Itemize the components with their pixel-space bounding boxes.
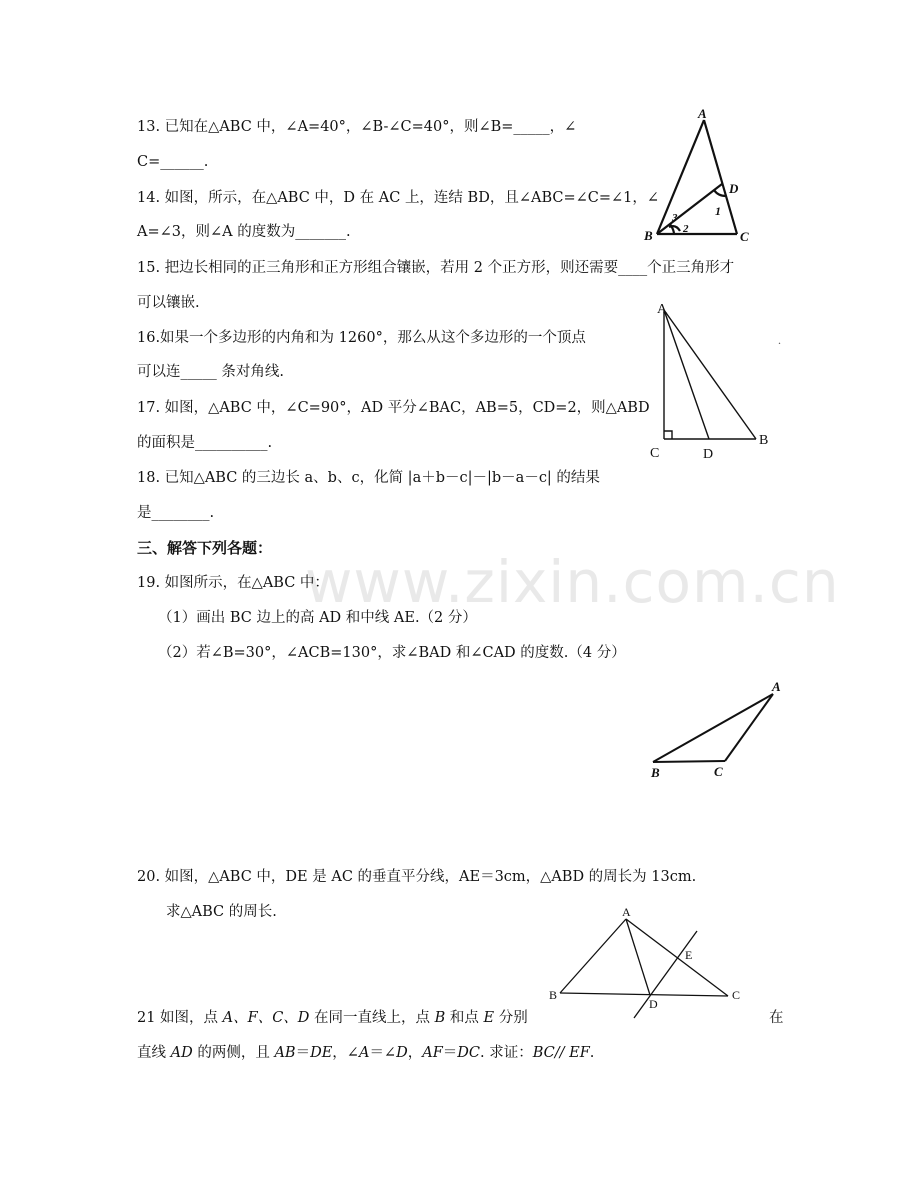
label-a: A <box>622 905 631 919</box>
label-a: A <box>772 679 781 694</box>
label-b: B <box>549 988 558 1002</box>
label-b: B <box>759 433 769 448</box>
q14-line1: 14. 如图，所示，在△ABC 中，D 在 AC 上，连结 BD，且∠ABC=∠C=∠1，∠ <box>137 190 660 206</box>
label-c: C <box>732 988 741 1002</box>
q20-line1: 20. 如图，△ABC 中，DE 是 AC 的垂直平分线，AE＝3cm，△ABD 的周长为 13cm. <box>137 869 697 885</box>
label-b: B <box>651 765 660 780</box>
q17-line1: 17. 如图，△ABC 中，∠C=90°，AD 平分∠BAC，AB=5，CD=2，则△ABD <box>137 400 650 416</box>
q18-line1: 18. 已知△ABC 的三边长 a、b、c，化简 |a＋b－c|－|b－a－c| 的结果 <box>137 470 600 486</box>
q19-part1: （1）画出 BC 边上的高 AD 和中线 AE.（2 分） <box>158 610 477 626</box>
svg-text:.: . <box>778 333 781 347</box>
watermark: www.zixin.com.cn <box>305 548 840 616</box>
q18-line2: 是________. <box>137 505 215 521</box>
figure-right-triangle <box>640 296 790 466</box>
q21-line2: 直线 AD 的两侧，且 AB＝DE，∠A＝∠D，AF＝DC. 求证：BC// EF. <box>137 1045 595 1061</box>
figure-triangle-abd <box>640 100 760 250</box>
q21-line1-end: 在 <box>769 1010 784 1026</box>
label-e: E <box>685 948 693 962</box>
label-a: A <box>698 106 707 121</box>
angle-2: 2 <box>683 223 689 235</box>
label-b: B <box>644 228 653 243</box>
q19-line1: 19. 如图所示，在△ABC 中： <box>137 575 329 591</box>
q20-line2: 求△ABC 的周长. <box>166 904 277 920</box>
q15-line2: 可以镶嵌. <box>137 295 200 311</box>
label-d: D <box>729 181 739 196</box>
q21-line1: 21 如图，点 A、F、C、D 在同一直线上，点 B 和点 E 分别 <box>137 1010 528 1026</box>
q16-line1: 16.如果一个多边形的内角和为 1260°，那么从这个多边形的一个顶点 <box>137 330 586 346</box>
angle-3: 3 <box>672 212 678 224</box>
q15-line1: 15. 把边长相同的正三角形和正方形组合镶嵌，若用 2 个正方形，则还需要____个正三角形才 <box>137 260 735 276</box>
section-heading: 三、解答下列各题： <box>137 539 273 557</box>
label-c: C <box>740 229 749 244</box>
figure-perpendicular-bisector <box>540 900 760 1030</box>
label-d: D <box>649 997 658 1011</box>
label-d: D <box>703 447 714 462</box>
label-a: A <box>657 302 668 317</box>
label-c: C <box>714 764 723 779</box>
angle-1: 1 <box>715 204 721 218</box>
figure-obtuse-triangle <box>645 676 795 786</box>
label-c: C <box>650 446 660 461</box>
q13-line2: C=______. <box>137 154 209 170</box>
q14-line2: A=∠3，则∠A 的度数为_______. <box>137 224 351 240</box>
q16-line2: 可以连_____ 条对角线. <box>137 364 284 380</box>
q17-line2: 的面积是__________. <box>137 435 273 451</box>
q13-line1: 13. 已知在△ABC 中，∠A=40°，∠B-∠C=40°，则∠B=_____，∠ <box>137 119 577 135</box>
q19-part2: （2）若∠B=30°，∠ACB=130°，求∠BAD 和∠CAD 的度数.（4 分） <box>158 645 626 661</box>
